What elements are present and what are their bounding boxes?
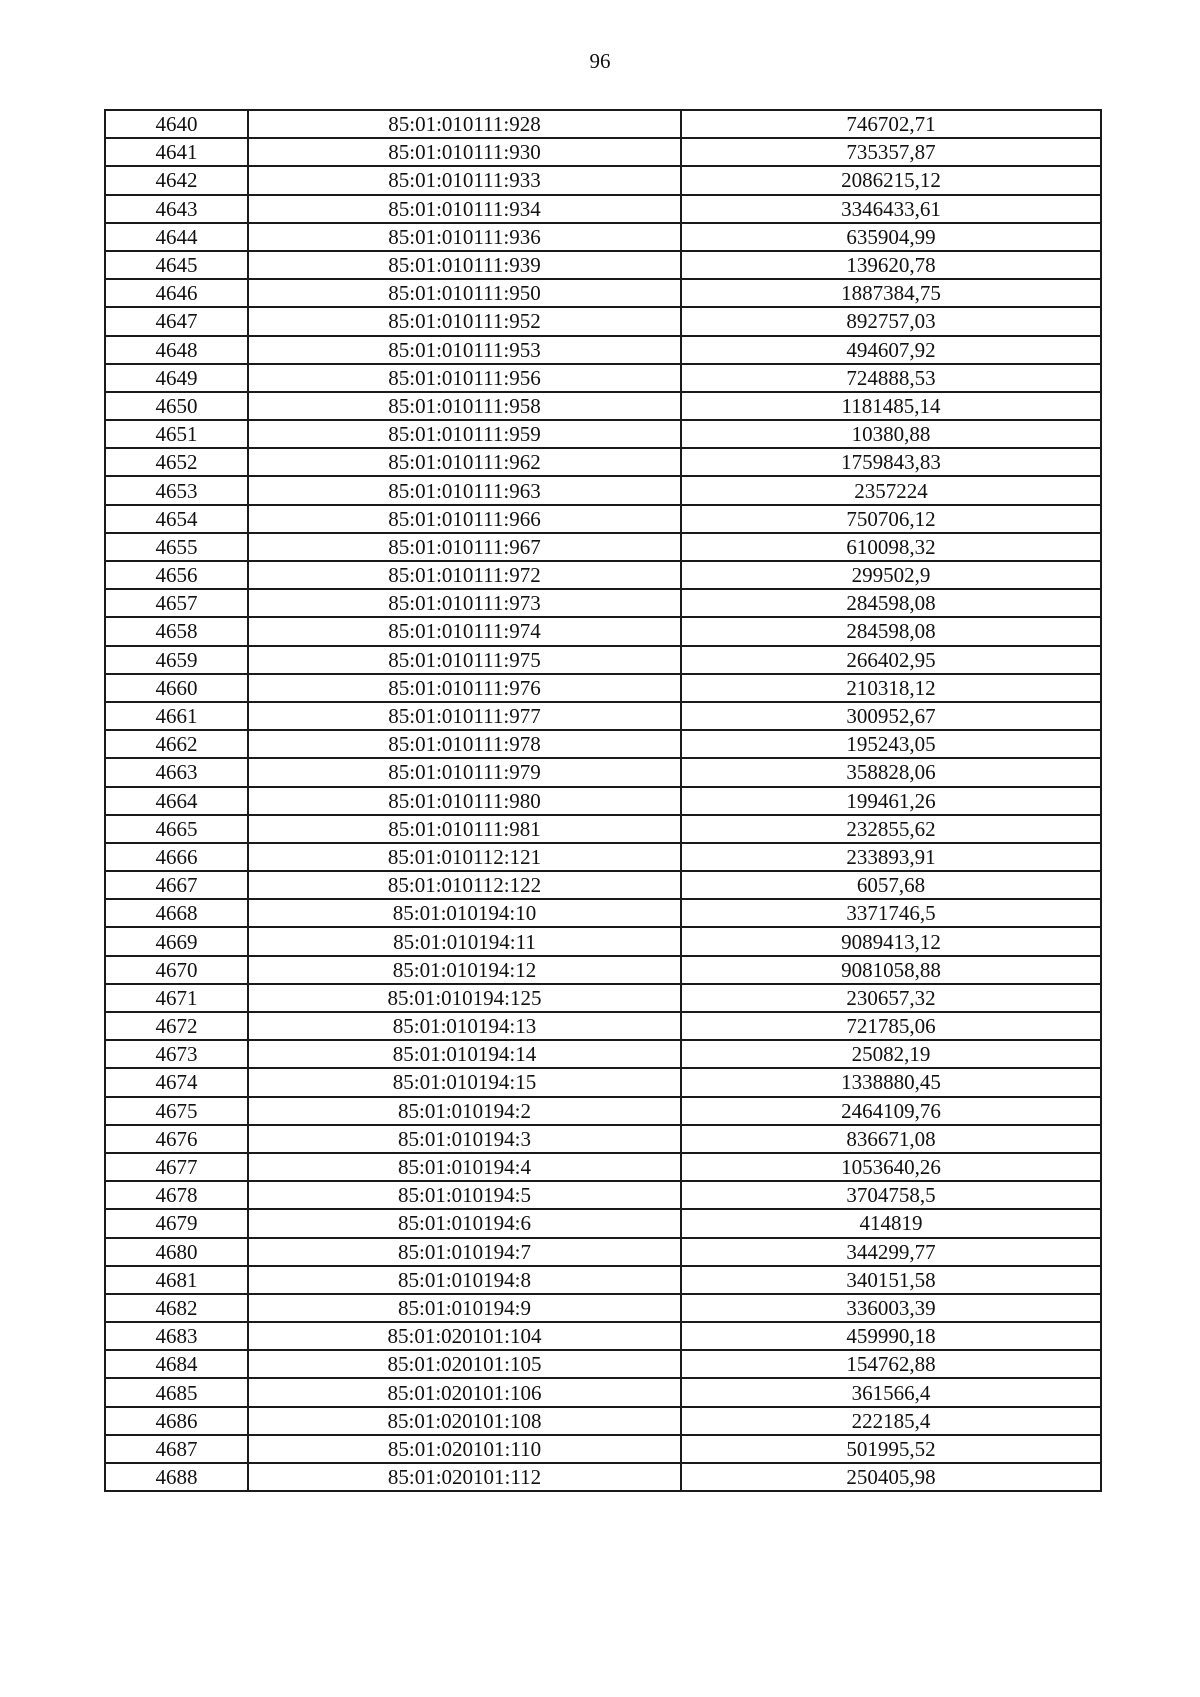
value-cell: 750706,12 [681,505,1101,533]
cadastral-number-cell: 85:01:010111:939 [248,251,681,279]
cadastral-number-cell: 85:01:010111:933 [248,166,681,194]
table-row [105,843,1101,871]
table-row [105,1097,1101,1125]
value-cell: 250405,98 [681,1463,1101,1491]
value-cell: 336003,39 [681,1294,1101,1322]
value-cell: 9089413,12 [681,927,1101,955]
page-number: 96 [589,49,611,73]
table-row [105,1125,1101,1153]
table-row [105,561,1101,589]
cadastral-number-cell: 85:01:010194:15 [248,1068,681,1096]
cadastral-number-cell: 85:01:010194:6 [248,1209,681,1237]
row-number-cell: 4678 [105,1181,248,1209]
cadastral-number-cell: 85:01:010111:928 [248,110,681,138]
cadastral-number-cell: 85:01:010194:125 [248,984,681,1012]
value-cell: 1338880,45 [681,1068,1101,1096]
value-cell: 6057,68 [681,871,1101,899]
row-number-cell: 4688 [105,1463,248,1491]
cadastral-number-cell: 85:01:010111:934 [248,195,681,223]
row-number-cell: 4641 [105,138,248,166]
value-cell: 284598,08 [681,617,1101,645]
row-number-cell: 4649 [105,364,248,392]
row-number-cell: 4662 [105,730,248,758]
row-number-cell: 4675 [105,1097,248,1125]
cadastral-number-cell: 85:01:010111:963 [248,476,681,504]
cadastral-number-cell: 85:01:010112:122 [248,871,681,899]
value-cell: 232855,62 [681,815,1101,843]
cadastral-number-cell: 85:01:010194:5 [248,1181,681,1209]
table-row [105,1378,1101,1406]
value-cell: 340151,58 [681,1266,1101,1294]
cadastral-number-cell: 85:01:010111:979 [248,758,681,786]
table-row [105,1153,1101,1181]
value-cell: 139620,78 [681,251,1101,279]
row-number-cell: 4683 [105,1322,248,1350]
value-cell: 1181485,14 [681,392,1101,420]
row-number-cell: 4644 [105,223,248,251]
cadastral-number-cell: 85:01:010111:981 [248,815,681,843]
cadastral-number-cell: 85:01:010194:10 [248,899,681,927]
row-number-cell: 4653 [105,476,248,504]
cadastral-number-cell: 85:01:010194:14 [248,1040,681,1068]
value-cell: 2086215,12 [681,166,1101,194]
row-number-cell: 4640 [105,110,248,138]
value-cell: 1887384,75 [681,279,1101,307]
value-cell: 25082,19 [681,1040,1101,1068]
value-cell: 195243,05 [681,730,1101,758]
row-number-cell: 4684 [105,1350,248,1378]
row-number-cell: 4654 [105,505,248,533]
row-number-cell: 4660 [105,674,248,702]
table-row [105,956,1101,984]
table-row [105,251,1101,279]
table-row [105,420,1101,448]
value-cell: 1053640,26 [681,1153,1101,1181]
cadastral-value-table [104,109,1102,1492]
row-number-cell: 4658 [105,617,248,645]
cadastral-number-cell: 85:01:010111:958 [248,392,681,420]
value-cell: 1759843,83 [681,448,1101,476]
table-row [105,138,1101,166]
table-row [105,702,1101,730]
table-row [105,1266,1101,1294]
cadastral-number-cell: 85:01:010111:980 [248,787,681,815]
value-cell: 299502,9 [681,561,1101,589]
table-row [105,166,1101,194]
row-number-cell: 4648 [105,336,248,364]
row-number-cell: 4673 [105,1040,248,1068]
value-cell: 3371746,5 [681,899,1101,927]
value-cell: 501995,52 [681,1435,1101,1463]
row-number-cell: 4667 [105,871,248,899]
row-number-cell: 4679 [105,1209,248,1237]
value-cell: 414819 [681,1209,1101,1237]
cadastral-number-cell: 85:01:010111:952 [248,307,681,335]
row-number-cell: 4643 [105,195,248,223]
row-number-cell: 4668 [105,899,248,927]
table-row [105,110,1101,138]
cadastral-number-cell: 85:01:010111:936 [248,223,681,251]
cadastral-number-cell: 85:01:020101:112 [248,1463,681,1491]
value-cell: 635904,99 [681,223,1101,251]
row-number-cell: 4646 [105,279,248,307]
table-row [105,392,1101,420]
value-cell: 10380,88 [681,420,1101,448]
row-number-cell: 4677 [105,1153,248,1181]
table-body [105,110,1101,1491]
cadastral-number-cell: 85:01:010111:973 [248,589,681,617]
table-row [105,1040,1101,1068]
table-row [105,1294,1101,1322]
table-row [105,1350,1101,1378]
table-row [105,1012,1101,1040]
value-cell: 233893,91 [681,843,1101,871]
table-row [105,589,1101,617]
cadastral-number-cell: 85:01:010111:976 [248,674,681,702]
value-cell: 199461,26 [681,787,1101,815]
table-row [105,1209,1101,1237]
cadastral-number-cell: 85:01:010111:966 [248,505,681,533]
cadastral-number-cell: 85:01:020101:106 [248,1378,681,1406]
table-row [105,1463,1101,1491]
row-number-cell: 4676 [105,1125,248,1153]
table-row [105,815,1101,843]
table-row [105,787,1101,815]
cadastral-number-cell: 85:01:010111:959 [248,420,681,448]
row-number-cell: 4651 [105,420,248,448]
row-number-cell: 4657 [105,589,248,617]
row-number-cell: 4686 [105,1407,248,1435]
value-cell: 210318,12 [681,674,1101,702]
value-cell: 230657,32 [681,984,1101,1012]
row-number-cell: 4665 [105,815,248,843]
value-cell: 494607,92 [681,336,1101,364]
cadastral-number-cell: 85:01:010111:930 [248,138,681,166]
row-number-cell: 4661 [105,702,248,730]
value-cell: 892757,03 [681,307,1101,335]
table-row [105,195,1101,223]
row-number-cell: 4681 [105,1266,248,1294]
value-cell: 2464109,76 [681,1097,1101,1125]
cadastral-number-cell: 85:01:010111:967 [248,533,681,561]
table-row [105,1407,1101,1435]
table-row [105,674,1101,702]
row-number-cell: 4655 [105,533,248,561]
value-cell: 3704758,5 [681,1181,1101,1209]
value-cell: 2357224 [681,476,1101,504]
table-row [105,448,1101,476]
value-cell: 735357,87 [681,138,1101,166]
row-number-cell: 4682 [105,1294,248,1322]
cadastral-number-cell: 85:01:010194:8 [248,1266,681,1294]
value-cell: 284598,08 [681,589,1101,617]
table-row [105,223,1101,251]
cadastral-number-cell: 85:01:010111:975 [248,646,681,674]
row-number-cell: 4672 [105,1012,248,1040]
value-cell: 154762,88 [681,1350,1101,1378]
table-row [105,617,1101,645]
table-row [105,505,1101,533]
table-row [105,307,1101,335]
row-number-cell: 4669 [105,927,248,955]
cadastral-number-cell: 85:01:010194:4 [248,1153,681,1181]
table-row [105,279,1101,307]
cadastral-number-cell: 85:01:010111:972 [248,561,681,589]
cadastral-number-cell: 85:01:010111:950 [248,279,681,307]
row-number-cell: 4645 [105,251,248,279]
table-row [105,533,1101,561]
cadastral-number-cell: 85:01:010111:953 [248,336,681,364]
value-cell: 836671,08 [681,1125,1101,1153]
value-cell: 721785,06 [681,1012,1101,1040]
row-number-cell: 4652 [105,448,248,476]
row-number-cell: 4664 [105,787,248,815]
table-row [105,871,1101,899]
table-row [105,984,1101,1012]
row-number-cell: 4650 [105,392,248,420]
row-number-cell: 4647 [105,307,248,335]
cadastral-number-cell: 85:01:020101:104 [248,1322,681,1350]
table-row [105,476,1101,504]
cadastral-number-cell: 85:01:010194:11 [248,927,681,955]
cadastral-number-cell: 85:01:010194:2 [248,1097,681,1125]
row-number-cell: 4656 [105,561,248,589]
row-number-cell: 4685 [105,1378,248,1406]
value-cell: 358828,06 [681,758,1101,786]
value-cell: 344299,77 [681,1238,1101,1266]
table-row [105,1435,1101,1463]
value-cell: 361566,4 [681,1378,1101,1406]
value-cell: 266402,95 [681,646,1101,674]
row-number-cell: 4680 [105,1238,248,1266]
row-number-cell: 4671 [105,984,248,1012]
value-cell: 9081058,88 [681,956,1101,984]
cadastral-number-cell: 85:01:010194:3 [248,1125,681,1153]
row-number-cell: 4670 [105,956,248,984]
row-number-cell: 4666 [105,843,248,871]
cadastral-number-cell: 85:01:010194:7 [248,1238,681,1266]
cadastral-number-cell: 85:01:020101:110 [248,1435,681,1463]
cadastral-number-cell: 85:01:010111:974 [248,617,681,645]
table-row [105,927,1101,955]
value-cell: 3346433,61 [681,195,1101,223]
table-row [105,336,1101,364]
value-cell: 724888,53 [681,364,1101,392]
table-row [105,730,1101,758]
value-cell: 610098,32 [681,533,1101,561]
cadastral-number-cell: 85:01:010194:12 [248,956,681,984]
row-number-cell: 4642 [105,166,248,194]
row-number-cell: 4663 [105,758,248,786]
cadastral-number-cell: 85:01:010112:121 [248,843,681,871]
cadastral-number-cell: 85:01:010194:13 [248,1012,681,1040]
value-cell: 459990,18 [681,1322,1101,1350]
cadastral-number-cell: 85:01:010111:978 [248,730,681,758]
value-cell: 222185,4 [681,1407,1101,1435]
cadastral-number-cell: 85:01:020101:108 [248,1407,681,1435]
row-number-cell: 4674 [105,1068,248,1096]
table-row [105,1238,1101,1266]
cadastral-number-cell: 85:01:010111:962 [248,448,681,476]
table-row [105,1322,1101,1350]
table-row [105,758,1101,786]
value-cell: 300952,67 [681,702,1101,730]
table-row [105,646,1101,674]
table-row [105,899,1101,927]
table-row [105,1068,1101,1096]
value-cell: 746702,71 [681,110,1101,138]
table-row [105,364,1101,392]
table-row [105,1181,1101,1209]
row-number-cell: 4659 [105,646,248,674]
row-number-cell: 4687 [105,1435,248,1463]
cadastral-number-cell: 85:01:010194:9 [248,1294,681,1322]
cadastral-number-cell: 85:01:010111:977 [248,702,681,730]
cadastral-number-cell: 85:01:020101:105 [248,1350,681,1378]
cadastral-number-cell: 85:01:010111:956 [248,364,681,392]
